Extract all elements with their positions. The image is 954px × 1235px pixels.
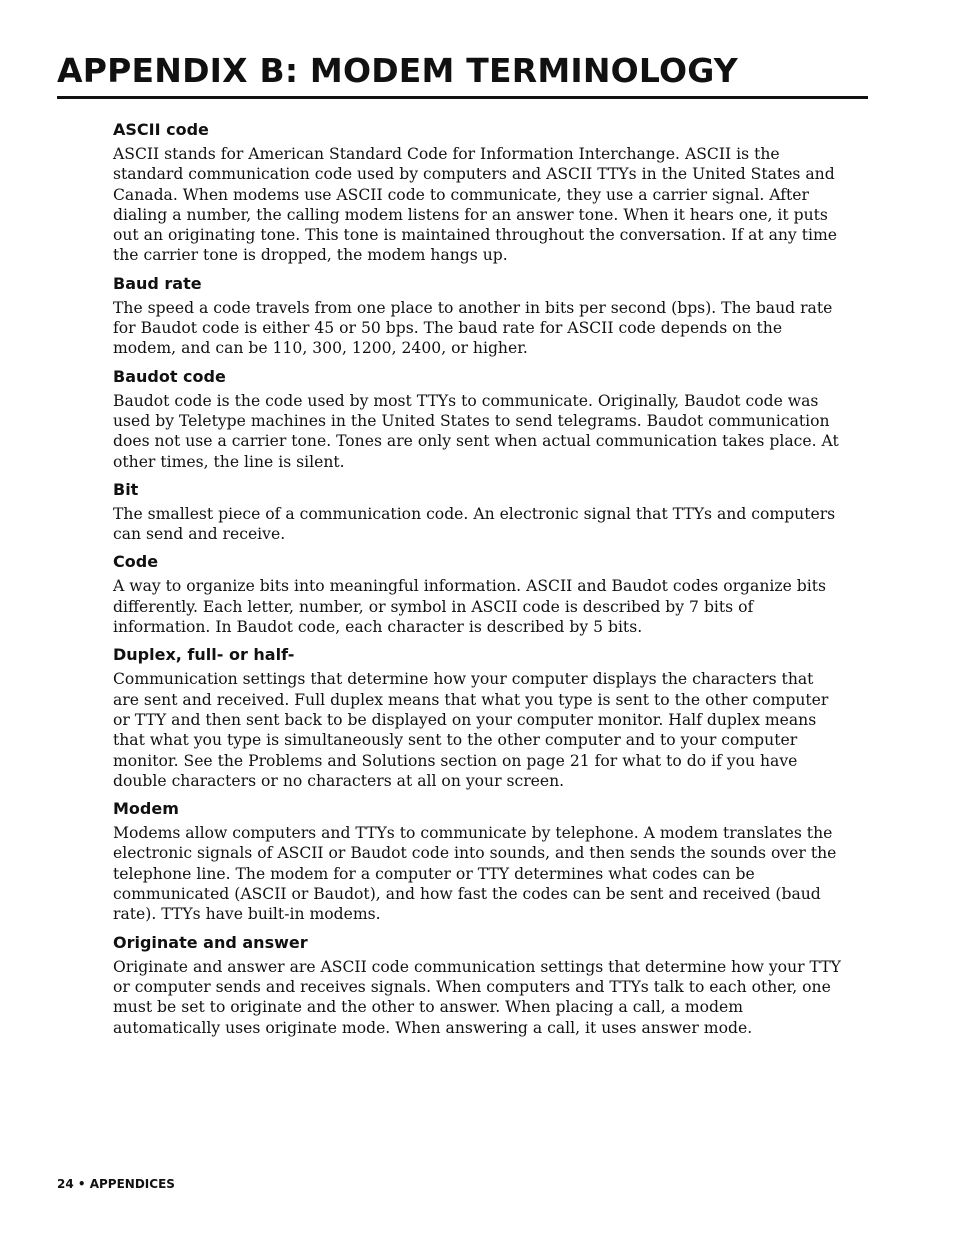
glossary xyxy=(113,118,843,1044)
term-heading: Duplex, full- or half- xyxy=(113,645,295,665)
glossary-entry-ascii-code xyxy=(113,118,843,266)
glossary-entry-baud-rate xyxy=(113,272,843,359)
term-heading: Baudot code xyxy=(113,366,226,386)
term-heading: Bit xyxy=(113,479,139,499)
page-title: APPENDIX B: MODEM TERMINOLOGY xyxy=(57,51,738,90)
term-definition: Communication settings that determine how your computer displays the characters that are sent and received. Full duplex means that what you type is sent to the other computer or TTY and then sent back to be displayed on your computer monitor. Half duplex means that what you type is simultaneously sent to the other computer and to your computer monitor. See the Problems and Solutions section on page 21 for what to do if you have double characters or no characters at all on your screen. xyxy=(113,670,829,790)
term-heading: Code xyxy=(113,552,159,572)
term-definition: Originate and answer are ASCII code communication settings that determine how your TTY or computer sends and receives signals. When computers and TTYs talk to each other, one must be set to originate and the other to answer. When placing a call, a modem automatically uses originate mode. When answering a call, it uses answer mode. xyxy=(113,957,841,1037)
term-definition: The speed a code travels from one place to another in bits per second (bps). The baud rate for Baudot code is either 45 or 50 bps. The baud rate for ASCII code depends on the modem, and can be 110, 300, 1200, 2400, or higher. xyxy=(113,298,833,358)
page-footer: 24 • APPENDICES xyxy=(57,1177,175,1191)
glossary-entry-duplex xyxy=(113,643,843,791)
term-definition: Baudot code is the code used by most TTYs to communicate. Originally, Baudot code was used by Teletype machines in the United States to send telegrams. Baudot communication does not use a carrier tone. Tones are only sent when actual communication takes place. At other times, the line is silent. xyxy=(113,391,839,471)
term-definition: The smallest piece of a communication code. An electronic signal that TTYs and computers can send and receive. xyxy=(113,504,836,544)
term-heading: Baud rate xyxy=(113,273,202,293)
glossary-entry-originate-and-answer xyxy=(113,931,843,1038)
term-definition: A way to organize bits into meaningful information. ASCII and Baudot codes organize bits differently. Each letter, number, or symbol in ASCII code is described by 7 bits of information. In Baudot code, each character is described by 5 bits. xyxy=(113,577,826,637)
glossary-entry-baudot-code xyxy=(113,365,843,472)
term-heading: Originate and answer xyxy=(113,932,308,952)
term-definition: ASCII stands for American Standard Code for Information Interchange. ASCII is the standard communication code used by computers and ASCII TTYs in the United States and Canada. When modems use ASCII code to communicate, they use a carrier signal. After dialing a number, the calling modem listens for an answer tone. When it hears one, it puts out an originating tone. This tone is maintained throughout the conversation. If at any time the carrier tone is dropped, the modem hangs up. xyxy=(113,145,837,265)
term-definition: Modems allow computers and TTYs to communicate by telephone. A modem translates the electronic signals of ASCII or Baudot code into sounds, and then sends the sounds over the telephone line. The modem for a computer or TTY determines what codes can be communicated (ASCII or Baudot), and how fast the codes can be sent and received (baud rate). TTYs have built-in modems. xyxy=(113,824,837,924)
term-heading: ASCII code xyxy=(113,120,209,139)
term-heading: Modem xyxy=(113,799,179,819)
glossary-entry-code xyxy=(113,550,843,637)
title-rule xyxy=(57,96,868,99)
glossary-entry-modem xyxy=(113,797,843,924)
glossary-entry-bit xyxy=(113,478,843,545)
